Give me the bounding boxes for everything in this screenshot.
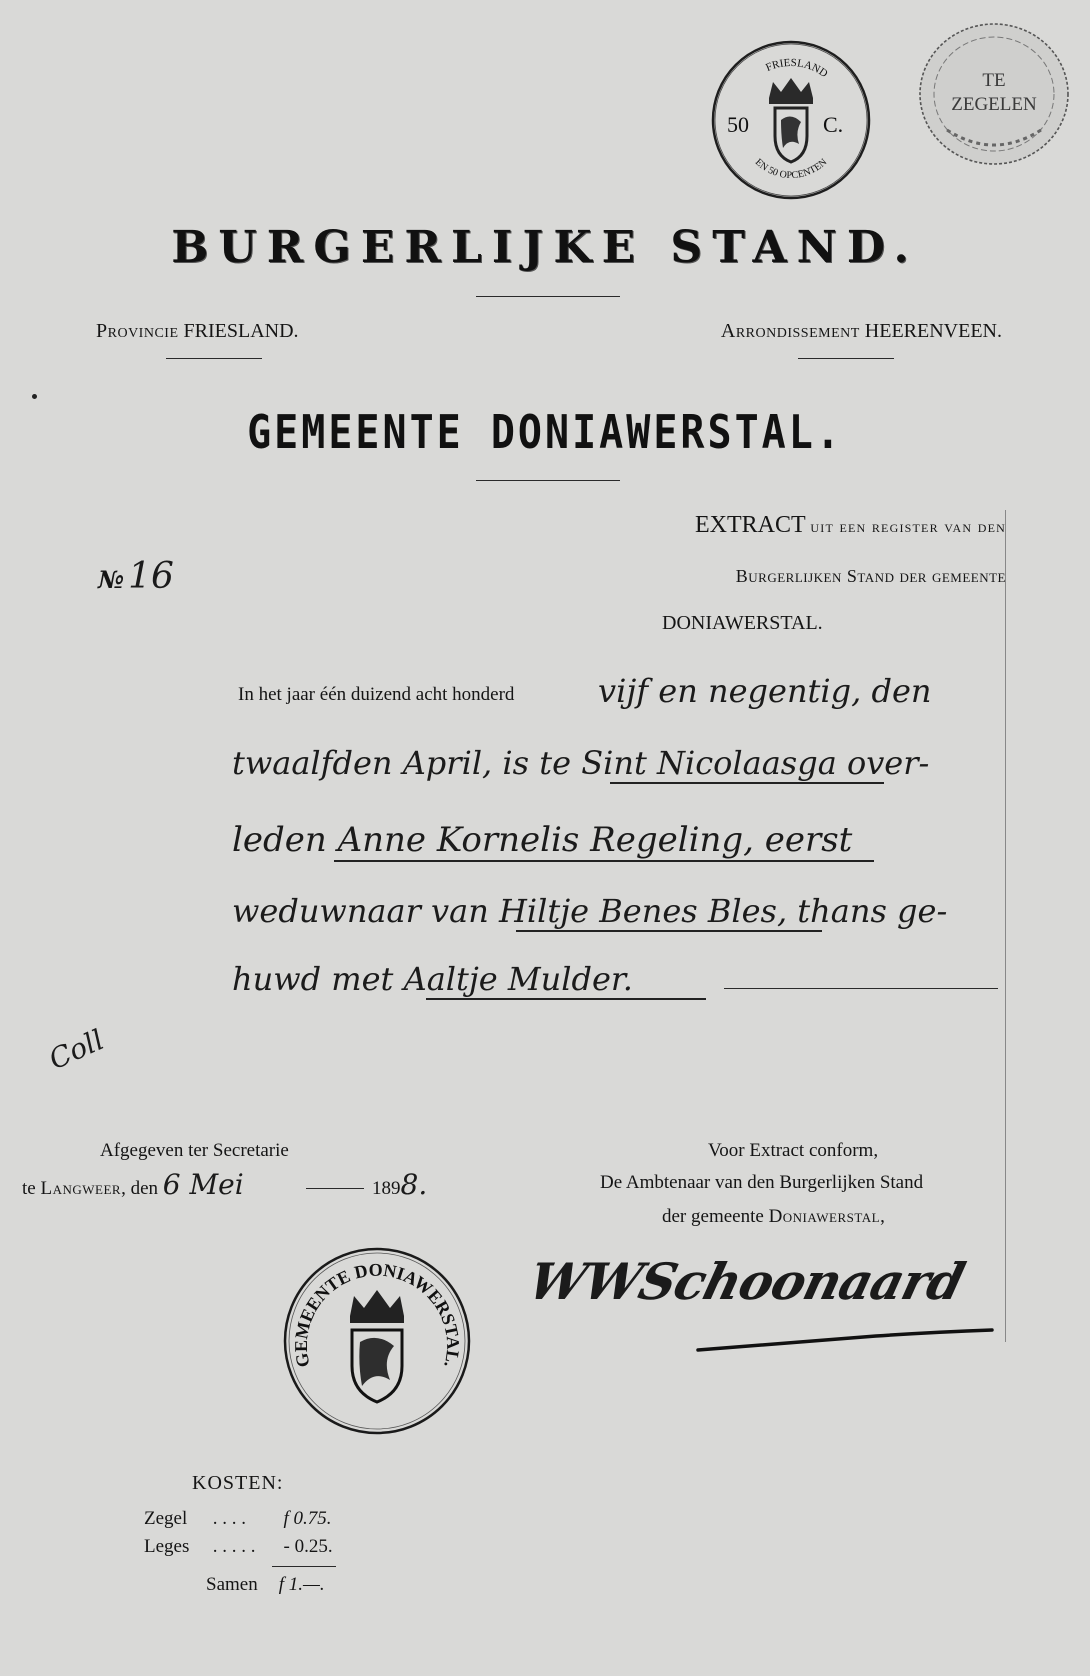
embossed-seal-line1: TE bbox=[982, 70, 1006, 91]
right-margin-line bbox=[1005, 510, 1006, 1342]
arrondissement-underline bbox=[798, 358, 894, 359]
gemeente-divider bbox=[476, 480, 620, 481]
extract-line3: DONIAWERSTAL. bbox=[662, 612, 823, 634]
arrondissement-line bbox=[721, 320, 1002, 343]
issued-year bbox=[372, 1168, 427, 1201]
kosten-row-dots: . . . . bbox=[212, 1508, 246, 1529]
kosten-total-label: Samen bbox=[206, 1574, 258, 1595]
closing-line bbox=[724, 988, 998, 989]
arrondissement-value: HEERENVEEN. bbox=[864, 320, 1002, 342]
issued-date-dash bbox=[306, 1188, 364, 1189]
conform-line3-suffix: , bbox=[880, 1206, 885, 1227]
conform-line3-name: Doniawerstal bbox=[768, 1206, 881, 1227]
body-handwriting-1: vijf en negentig, den bbox=[598, 672, 932, 710]
extract-line2: Burgerlijken Stand der gemeente bbox=[735, 566, 1006, 586]
kosten-row-dots: . . . . . bbox=[212, 1536, 256, 1557]
extract-line1 bbox=[695, 512, 1006, 539]
body-handwriting-4: weduwnaar van Hiltje Benes Bles, thans ge- bbox=[232, 892, 948, 930]
kosten-total bbox=[206, 1574, 325, 1596]
kosten-total-amount: f 1.—. bbox=[278, 1574, 325, 1595]
official-signature: WWSchoonaard bbox=[522, 1252, 970, 1311]
conform-line2: De Ambtenaar van den Burgerlijken Stand bbox=[600, 1172, 924, 1193]
kosten-row-label: Zegel bbox=[144, 1508, 188, 1529]
signature-flourish bbox=[696, 1316, 996, 1356]
municipal-seal-text: GEMEENTE DONIAWERSTAL. bbox=[290, 1259, 464, 1370]
spouse-underline bbox=[516, 930, 822, 932]
tax-stamp-value: 50 bbox=[727, 112, 749, 137]
record-number-value: 16 bbox=[128, 556, 174, 597]
dot-mark bbox=[32, 394, 37, 399]
conform-line1: Voor Extract conform, bbox=[708, 1140, 879, 1161]
issued-year-hand: 8. bbox=[400, 1168, 428, 1201]
extract-line1-rest: uit een register van den bbox=[810, 517, 1006, 536]
municipal-seal bbox=[282, 1246, 472, 1436]
embossed-seal-line2: ZEGELEN bbox=[951, 94, 1037, 115]
arrondissement-label: Arrondissement bbox=[720, 320, 860, 342]
provincie-line bbox=[96, 320, 299, 343]
body-handwriting-5: huwd met Aaltje Mulder. bbox=[232, 960, 633, 998]
conform-line3-prefix: der gemeente bbox=[662, 1206, 764, 1227]
issued-den: , den bbox=[121, 1178, 158, 1199]
embossed-seal bbox=[917, 20, 1071, 168]
provincie-underline bbox=[166, 358, 262, 359]
issued-year-printed: 189 bbox=[372, 1178, 401, 1199]
issued-place-prefix: te bbox=[22, 1178, 36, 1199]
body-handwriting-3: leden Anne Kornelis Regeling, eerst bbox=[232, 820, 853, 860]
gemeente-heading: GEMEENTE DONIAWERSTAL. bbox=[247, 406, 843, 460]
margin-note: Coll bbox=[44, 1023, 109, 1077]
issued-place: Langweer bbox=[40, 1178, 122, 1199]
body-printed-intro: In het jaar één duizend acht honderd bbox=[238, 684, 515, 705]
record-number bbox=[98, 556, 174, 597]
kosten-title: KOSTEN: bbox=[192, 1472, 284, 1494]
svg-text:FRIESLAND bbox=[764, 57, 830, 80]
name-underline bbox=[334, 860, 874, 862]
issued-line1: Afgegeven ter Secretarie bbox=[100, 1140, 289, 1161]
record-number-label: № bbox=[98, 565, 125, 594]
tax-stamp-unit: C. bbox=[823, 112, 844, 137]
kosten-row-amount: f 0.75. bbox=[283, 1508, 332, 1529]
provincie-label: Provincie bbox=[96, 320, 179, 342]
conform-line3 bbox=[662, 1206, 885, 1228]
tax-stamp-top-text: FRIESLAND bbox=[764, 56, 830, 81]
tax-stamp bbox=[711, 40, 871, 200]
extract-word: EXTRACT bbox=[695, 512, 806, 538]
kosten-row-amount: - 0.25. bbox=[283, 1536, 333, 1557]
issued-line2 bbox=[22, 1168, 244, 1201]
title-divider bbox=[476, 296, 620, 297]
current-spouse-underline bbox=[426, 998, 706, 1000]
document-title: BURGERLIJKE STAND. bbox=[171, 222, 919, 273]
place-underline bbox=[610, 782, 884, 784]
issued-date: 6 Mei bbox=[162, 1168, 244, 1201]
kosten-sum-rule bbox=[272, 1566, 336, 1567]
kosten-row-zegel bbox=[144, 1508, 332, 1530]
tax-stamp-bottom-text: EN 50 OPCENTEN bbox=[752, 156, 830, 182]
provincie-value: FRIESLAND. bbox=[183, 320, 299, 342]
body-handwriting-2: twaalfden April, is te Sint Nicolaasga over- bbox=[232, 744, 930, 782]
kosten-row-leges bbox=[144, 1536, 333, 1558]
kosten-row-label: Leges bbox=[144, 1536, 190, 1557]
